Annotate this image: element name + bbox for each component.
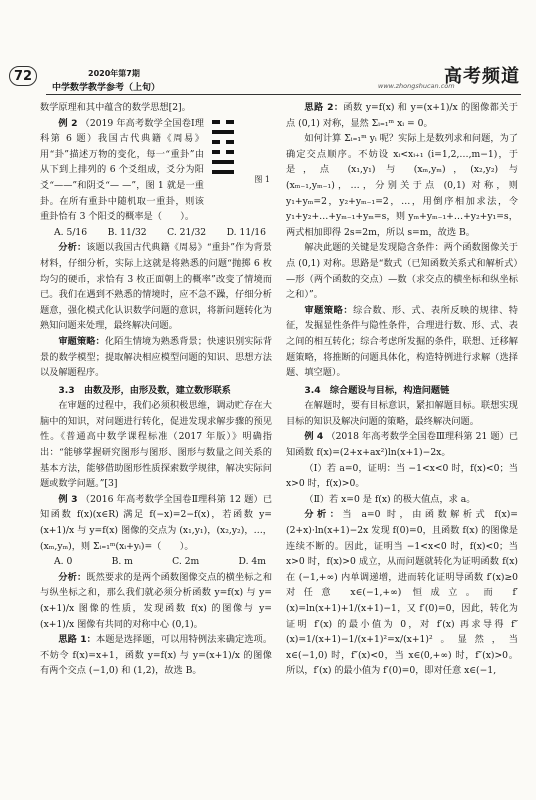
page-header [0,0,536,93]
analysis-text: 当 a=0 时，由函数解析式 f(x)=(2+x)·ln(x+1)−2x 发现 f(0)=0，且函数 f(x) 的图像是连续不断的。因此，证明当 −1<x<0 时，f(x)<0；当 x>0 时，f(x)>0 成立，从而问题就转化为证明函数 f(x) 在 (−1,+∞) 内单调递增，进而转化证明导函数 f′(x)≥0 对任意 x∈(−1,+∞) 恒成立。而 f′(x)=ln(x+1)+1/(x+1)−1，又 f′(0)=0，因此，转化为证明 f′(x) 的最小值为 0，对 f′(x) 再求导得 f″(x)=1/(x+1)−1/(x+1)²=x/(x+1)²。显然，当 x∈(−1,0) 时，f″(x)<0，当 x∈(0,+∞) 时，f″(x)>0。所以，f′(x) 的最小值为 f′(0)=0，即对任意 x∈(−1, [286,509,519,677]
answer-options [40,554,272,570]
example-text: （2019 年高考数学全国卷Ⅰ理科第 6 题）我国古代典籍《周易》用“卦”描述万物的变化，每一“重卦”由从下到上排列的 6 个爻组成，爻分为阳爻“——”和阴爻“— —”，图 1 就是一重卦。在所有重卦中随机取一重卦，则该重卦恰有 3 个阳爻的概率是（ ）。 [40,117,204,223]
paragraph: 解决此题的关键是发现隐含条件：两个函数图像关于点 (0,1) 对称。思路是“数式（已知函数关系式和解析式）—形（两个函数的交点）—数（求交点的横坐标和纵坐标之和）”。 [286,242,518,301]
example-2 [40,116,272,225]
idea-text: 本题是选择题，可以用特例法来确定选项。不妨令 f(x)=x+1，函数 y=f(x) 与 y=(x+1)/x 的图像有两个交点 (−1,0) 和 (1,2)，故选 B。 [40,634,273,677]
strategy-text: 化陌生情境为熟悉背景；快速识别实际背景的数学模型；提取解决相应模型问题的知识、思想方法以及解题程序。 [40,335,273,379]
option: C. 2m [172,556,200,568]
paragraph: 如何计算 Σᵢ₌₁ᵐ yᵢ 呢？实际上是数列求和问题，为了确定交点顺序。不妨设 xᵢ<xᵢ₊₁ (i=1,2,…,m−1)，于是，点 (x₁,y₁) 与 (xₘ,yₘ)，(x₂,y₂) 与 (xₘ₋₁,yₘ₋₁)，…，分别关于点 (0,1) 对称，则 y₁+yₘ=2，y₂+yₘ₋₁=2，…，用倒序相加求法，令 y₁+y₂+…+yₘ₋₁+yₘ=s，则 yₘ+yₘ₋₁+…+y₂+y₁=s，两式相加即得 2s=2m，所以 s=m，故选 B。 [286,133,518,238]
example-label: 例 3 [58,493,78,505]
strategy [286,303,518,381]
strategy-label: 审题策略： [58,335,105,347]
left-column [40,100,272,679]
example-label: 例 4 [304,431,324,443]
issue-label: 2020年第7期 [88,69,140,78]
question-2: （Ⅱ）若 x=0 是 f(x) 的极大值点，求 a。 [304,493,476,505]
analysis-label: 分析： [58,571,87,583]
example-label: 例 2 [58,117,78,129]
example-text: （2016 年高考数学全国卷Ⅱ理科第 12 题）已知函数 f(x)(x∈R) 满足 f(−x)=2−f(x)，若函数 y=(x+1)/x 与 y=f(x) 图像的交点为 (x₁,y₁)，(x₂,y₂)，…，(xₘ,yₘ)，则 Σᵢ₌₁ᵐ(xᵢ+yᵢ)=（ ）。 [40,493,273,552]
analysis [40,240,272,334]
journal-url: www.zhongshucan.com [378,82,455,90]
option: B. 11/32 [107,226,147,238]
hexagram-figure [210,118,272,194]
right-column [286,100,518,679]
analysis-label: 分析： [304,509,343,521]
paragraph: 数学原理和其中蕴含的数学思想[2]。 [40,102,191,113]
journal-name: 中学数学教学参考（上旬） [52,83,161,93]
analysis [286,507,518,679]
analysis [40,570,272,632]
strategy [40,334,272,381]
figure-caption: 图 1 [254,174,271,184]
section-heading: 3.3 由数及形，由形及数，建立数形联系 [58,384,231,396]
analysis-text: 既然要求的是两个函数图像交点的横坐标之和与纵坐标之和，那么我们就必须分析函数 y=f(x) 与 y=(x+1)/x 图像的性质，发现函数 f(x) 的图像与 y=(x+1)/x 图像有共同的对称中心 (0,1)。 [40,571,273,630]
paragraph: 在审题的过程中，我们必须积极思维，调动贮存在大脑中的知识，对问题进行转化，促进发现求解步骤的预见性。《普通高中数学课程标准（2017 年版）》明确指出：“能够掌握研究图形与图形、图形与数量之间关系的基本方法，能够借助图形性质探索数学规律，解决实际问题或数学问题。”[3] [40,400,272,490]
analysis-text: 该题以我国古代典籍《周易》“重卦”作为背景材料，仔细分析，实际上这就是将熟悉的问题“抛掷 6 枚均匀的硬币，求恰有 3 枚正面朝上的概率”改变了情境而已。我们在遇到不熟悉的情境时，应不急不躁，仔细分析题意，强化模式化认识数学问题的意识，将新问题转化为熟知问题来处理，最终解决问题。 [40,242,272,332]
section-heading: 3.4 综合题设与目标，构造问题链 [304,384,450,396]
example-4 [286,429,518,460]
example-3 [40,492,272,554]
idea-1 [40,632,272,679]
option: A. 5/16 [54,226,88,238]
idea-label: 思路 1： [58,634,96,646]
paragraph: 在解题时，要有目标意识，紧扣解题目标。联想实现目标的知识及解决问题的策略，最终解决问题。 [286,400,518,427]
idea-2 [286,100,518,131]
answer-options [40,225,272,241]
header-rule [46,94,521,95]
analysis-label: 分析： [58,242,87,254]
option: D. 11/16 [226,226,266,238]
page-number: 72 [9,66,37,86]
strategy-label: 审题策略： [304,304,354,316]
question-1: （Ⅰ）若 a=0，证明：当 −1<x<0 时，f(x)<0；当 x>0 时，f(x)>0。 [286,462,518,490]
option: A. 0 [54,556,73,568]
strategy-text: 综合数、形、式、表所反映的规律、特征，发掘显性条件与隐性条件，合理进行数、形、式、表之间的相互转化；综合考虑所发掘的条件，联想、迁移解题策略，将推断的问题具体化，构造特例进行求解（选择题、填空题）。 [286,304,518,379]
example-text: （2018 年高考数学全国卷Ⅲ理科第 21 题）已知函数 f(x)=(2+x+ax²)ln(x+1)−2x。 [286,431,519,459]
idea-label: 思路 2： [304,102,344,113]
option: D. 4m [238,556,266,568]
column-brand: 高考频道 [444,66,520,87]
option: B. m [111,556,133,568]
option: C. 21/32 [167,226,207,238]
idea-text: 函数 y=f(x) 和 y=(x+1)/x 的图像都关于点 (0,1) 对称，显然 Σᵢ₌₁ᵐ xᵢ = 0。 [286,102,518,129]
